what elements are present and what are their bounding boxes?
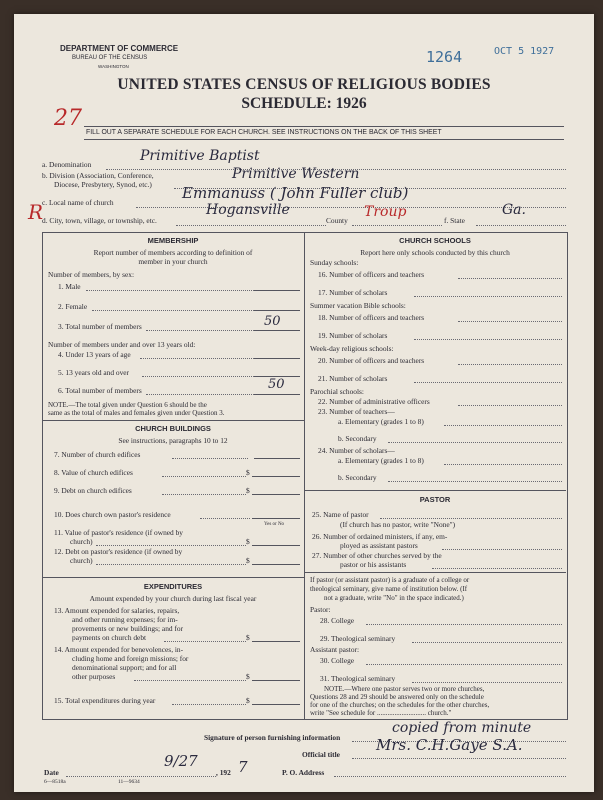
q11-dollar: $ bbox=[246, 537, 250, 546]
buildings-rule bbox=[42, 577, 304, 578]
q13-line-2: and other running expenses; for im- bbox=[72, 615, 178, 624]
buildings-intro: See instructions, paragraphs 10 to 12 bbox=[118, 436, 228, 445]
q10-residence: 10. Does church own pastor's residence bbox=[54, 510, 171, 519]
official-title-value: Mrs. C.H.Gaye S.A. bbox=[376, 736, 523, 754]
q26-line-2: ployed as assistant pastors bbox=[340, 541, 418, 550]
weekday-label: Week-day religious schools: bbox=[310, 344, 394, 353]
q27-line-1: 27. Number of other churches served by the bbox=[312, 551, 442, 560]
local-name-value: Emmanuss ( John Fuller club) bbox=[182, 184, 409, 202]
q17-scholars: 17. Number of scholars bbox=[318, 288, 388, 297]
q3-value: 50 bbox=[264, 314, 281, 329]
q19-dots bbox=[414, 339, 562, 340]
state-label: f. State bbox=[444, 216, 465, 225]
signature-value: copied from minute bbox=[392, 720, 532, 736]
denomination-value: Primitive Baptist bbox=[140, 148, 260, 164]
q13-line-4: payments on church debt bbox=[72, 633, 147, 642]
q14-line-2: cluding home and foreign missions; for bbox=[72, 654, 189, 663]
q23a-dots bbox=[444, 425, 562, 426]
q12-answer-line[interactable] bbox=[252, 564, 300, 565]
form-title: UNITED STATES CENSUS OF RELIGIOUS BODIES bbox=[117, 76, 491, 93]
q8-dots bbox=[162, 476, 246, 477]
membership-note-2: same as the total of males and females given under Question 3. bbox=[48, 409, 225, 417]
q25-dots bbox=[380, 518, 562, 519]
q7-edifices: 7. Number of church edifices bbox=[54, 450, 141, 459]
q24-scholars: 24. Number of scholars— bbox=[318, 446, 395, 455]
q19-scholars: 19. Number of scholars bbox=[318, 331, 388, 340]
q10-dots bbox=[200, 518, 250, 519]
q7-answer-line[interactable] bbox=[254, 458, 300, 459]
buildings-heading: CHURCH BUILDINGS bbox=[135, 424, 211, 433]
header-rule-top bbox=[84, 126, 564, 127]
q10-answer-line[interactable] bbox=[252, 518, 300, 519]
instruction-line: FILL OUT A SEPARATE SCHEDULE FOR EACH CHURCH. SEE INSTRUCTIONS ON THE BACK OF THIS SHEET bbox=[86, 129, 442, 136]
q31-seminary: 31. Theological seminary bbox=[320, 674, 396, 683]
q11-dots bbox=[96, 545, 246, 546]
schools-rule bbox=[304, 490, 566, 491]
q21-dots bbox=[414, 382, 562, 383]
membership-note-1: NOTE.—The total given under Question 6 should be the bbox=[48, 401, 207, 409]
q13-line-1: 13. Amount expended for salaries, repairs, bbox=[54, 606, 180, 615]
membership-intro-2: member in your church bbox=[138, 257, 208, 266]
q6-dots bbox=[146, 394, 254, 395]
q1-dots bbox=[86, 290, 254, 291]
city-town-line bbox=[176, 225, 326, 226]
q9-answer-line[interactable] bbox=[252, 494, 300, 495]
q20-officers: 20. Number of officers and teachers bbox=[318, 356, 425, 365]
parochial-label: Parochial schools: bbox=[310, 387, 364, 396]
q3-total: 3. Total number of members bbox=[58, 322, 142, 331]
q16-officers: 16. Number of officers and teachers bbox=[318, 270, 425, 279]
census-schedule-sheet bbox=[14, 14, 594, 792]
q9-dots bbox=[162, 494, 246, 495]
date-year-hand: 7 bbox=[238, 758, 248, 776]
q30-college: 30. College bbox=[320, 656, 355, 665]
city-town-value: Hogansville bbox=[206, 202, 290, 218]
margin-mark: R bbox=[28, 200, 44, 224]
q9-debt: 9. Debt on church edifices bbox=[54, 486, 132, 495]
pastor-label: Pastor: bbox=[310, 605, 331, 614]
q13-line-3: provements or new buildings; and for bbox=[72, 624, 184, 633]
q14-line-1: 14. Amount expended for benevolences, in- bbox=[54, 645, 184, 654]
q20-dots bbox=[458, 364, 562, 365]
q2-answer-line[interactable] bbox=[254, 310, 300, 311]
q14-line-4: other purposes bbox=[72, 672, 116, 681]
pastor-heading: PASTOR bbox=[419, 495, 451, 504]
county-label: County bbox=[326, 216, 348, 225]
membership-intro-1: Report number of members according to definition of bbox=[93, 248, 253, 257]
grad-line-3: not a graduate, write "No" in the space indicated.) bbox=[324, 594, 464, 602]
q26-dots bbox=[442, 549, 562, 550]
q15-dots bbox=[172, 704, 246, 705]
form-subtitle: SCHEDULE: 1926 bbox=[241, 95, 367, 112]
q25-name: 25. Name of pastor bbox=[312, 510, 369, 519]
po-address-line[interactable] bbox=[334, 776, 566, 777]
q15-answer-line[interactable] bbox=[252, 704, 300, 705]
official-title-line[interactable] bbox=[352, 758, 566, 759]
q18-dots bbox=[458, 321, 562, 322]
q13-dollar: $ bbox=[246, 633, 250, 642]
schools-heading: CHURCH SCHOOLS bbox=[399, 236, 471, 245]
q6-value: 50 bbox=[268, 377, 285, 392]
signature-label: Signature of person furnishing information bbox=[204, 733, 341, 742]
q8-value: 8. Value of church edifices bbox=[54, 468, 133, 477]
q1-male: 1. Male bbox=[58, 282, 81, 291]
q14-answer-line[interactable] bbox=[252, 680, 300, 681]
q11-line-2: church) bbox=[70, 537, 93, 546]
q8-answer-line[interactable] bbox=[252, 476, 300, 477]
q24b-dots bbox=[388, 481, 562, 482]
expenditures-intro: Amount expended by your church during last fiscal year bbox=[89, 594, 257, 603]
expenditures-heading: EXPENDITURES bbox=[143, 582, 203, 591]
header-rule-bottom bbox=[84, 139, 564, 140]
po-address-label: P. O. Address bbox=[282, 768, 325, 777]
division-label-2: Diocese, Presbytery, Synod, etc.) bbox=[54, 180, 152, 189]
q12-dots bbox=[96, 564, 246, 565]
q18-officers: 18. Number of officers and teachers bbox=[318, 313, 425, 322]
schools-intro: Report here only schools conducted by this church bbox=[360, 248, 510, 257]
county-line bbox=[352, 225, 442, 226]
q17-dots bbox=[414, 296, 562, 297]
by-sex-label: Number of members, by sex: bbox=[48, 270, 134, 279]
pastor-note-2: Questions 28 and 29 should be answered only on the schedule bbox=[310, 693, 484, 701]
q3-dots bbox=[146, 330, 254, 331]
q4-under-13: 4. Under 13 years of age bbox=[58, 350, 131, 359]
q23a-elementary: a. Elementary (grades 1 to 8) bbox=[338, 417, 424, 426]
pastor-note-1: NOTE.—Where one pastor serves two or more churches, bbox=[324, 685, 485, 693]
grad-line-2: theological seminary, give name of institution below. (If bbox=[310, 585, 468, 593]
state-line bbox=[476, 225, 566, 226]
dept-label: DEPARTMENT OF COMMERCE bbox=[60, 44, 179, 53]
q7-dots bbox=[172, 458, 248, 459]
summer-label: Summer vacation Bible schools: bbox=[310, 301, 406, 310]
q23b-secondary: b. Secondary bbox=[338, 434, 377, 443]
pastor-note-3: for one of the churches; on the schedules for the other churches, bbox=[310, 701, 490, 709]
q13-dots bbox=[164, 641, 246, 642]
date-label: Date bbox=[44, 768, 59, 777]
denomination-label: a. Denomination bbox=[42, 160, 92, 169]
q25-hint: (If church has no pastor, write "None") bbox=[340, 520, 456, 529]
q15-total: 15. Total expenditures during year bbox=[54, 696, 156, 705]
q4-answer-line[interactable] bbox=[254, 358, 300, 359]
center-divider bbox=[304, 232, 305, 720]
handwritten-number: 27 bbox=[54, 106, 82, 131]
q3-answer-line[interactable] bbox=[254, 330, 300, 331]
date-line[interactable] bbox=[66, 776, 216, 777]
q10-hint: Yes or No bbox=[264, 522, 285, 527]
sunday-label: Sunday schools: bbox=[310, 258, 359, 267]
q23b-dots bbox=[388, 442, 562, 443]
q5-over-13: 5. 13 years old and over bbox=[58, 368, 130, 377]
q29-dots bbox=[412, 642, 562, 643]
q27-dots bbox=[432, 568, 562, 569]
q16-dots bbox=[458, 278, 562, 279]
q13-answer-line[interactable] bbox=[252, 641, 300, 642]
q14-dollar: $ bbox=[246, 672, 250, 681]
q14-line-3: denominational support; and for all bbox=[72, 663, 177, 672]
print-number: 11—9634 bbox=[118, 779, 140, 785]
q15-dollar: $ bbox=[246, 696, 250, 705]
q30-dots bbox=[366, 664, 562, 665]
local-name-label: c. Local name of church bbox=[42, 198, 114, 207]
age-intro: Number of members under and over 13 years old: bbox=[48, 340, 196, 349]
q24a-dots bbox=[444, 464, 562, 465]
q21-scholars: 21. Number of scholars bbox=[318, 374, 388, 383]
bureau-label: BUREAU OF THE CENSUS bbox=[72, 55, 148, 61]
q14-dots bbox=[134, 680, 246, 681]
q11-answer-line[interactable] bbox=[252, 545, 300, 546]
q29-seminary: 29. Theological seminary bbox=[320, 634, 396, 643]
q4-dots bbox=[140, 358, 254, 359]
official-title-label: Official title bbox=[302, 750, 340, 759]
q24a-elementary: a. Elementary (grades 1 to 8) bbox=[338, 456, 424, 465]
division-label: b. Division (Association, Conference, bbox=[42, 171, 154, 180]
q5-dots bbox=[142, 376, 254, 377]
grad-line-1: If pastor (or assistant pastor) is a graduate of a college or bbox=[310, 576, 470, 584]
q12-line-2: church) bbox=[70, 556, 93, 565]
q1-answer-line[interactable] bbox=[254, 290, 300, 291]
stamp-date: OCT 5 1927 bbox=[494, 46, 555, 57]
q28-college: 28. College bbox=[320, 616, 355, 625]
state-value: Ga. bbox=[502, 202, 526, 218]
q27-line-2: pastor or his assistants bbox=[340, 560, 407, 569]
q2-female: 2. Female bbox=[58, 302, 88, 311]
q6-answer-line[interactable] bbox=[254, 394, 300, 395]
stamp-number: 1264 bbox=[426, 48, 463, 66]
membership-heading: MEMBERSHIP bbox=[147, 236, 199, 245]
pastor-note-4: write "See schedule for ............................ church." bbox=[310, 709, 452, 717]
membership-rule bbox=[42, 420, 304, 421]
date-year-print: , 192 bbox=[216, 768, 231, 777]
q22-dots bbox=[458, 405, 562, 406]
q26-line-1: 26. Number of ordained ministers, if any, em- bbox=[312, 532, 448, 541]
city-town-label: d. City, town, village, or township, etc. bbox=[42, 216, 157, 225]
q24b-secondary: b. Secondary bbox=[338, 473, 377, 482]
q9-dollar: $ bbox=[246, 486, 250, 495]
city-label: WASHINGTON bbox=[98, 64, 129, 69]
q2-dots bbox=[92, 310, 254, 311]
q6-total: 6. Total number of members bbox=[58, 386, 142, 395]
q12-dollar: $ bbox=[246, 556, 250, 565]
date-value: 9/27 bbox=[164, 752, 198, 770]
county-value: Troup bbox=[364, 204, 407, 220]
q23-teachers: 23. Number of teachers— bbox=[318, 407, 395, 416]
q12-line-1: 12. Debt on pastor's residence (if owned by bbox=[54, 547, 183, 556]
form-number: 6—8518a bbox=[44, 779, 66, 785]
q11-line-1: 11. Value of pastor's residence (if owned by bbox=[54, 528, 183, 537]
q31-dots bbox=[412, 682, 562, 683]
q28-dots bbox=[366, 624, 562, 625]
q8-dollar: $ bbox=[246, 468, 250, 477]
pastor-rule bbox=[304, 572, 566, 573]
asst-label: Assistant pastor: bbox=[310, 645, 360, 654]
division-value: Primitive Western bbox=[232, 166, 360, 182]
q22-admin: 22. Number of administrative officers bbox=[318, 397, 430, 406]
